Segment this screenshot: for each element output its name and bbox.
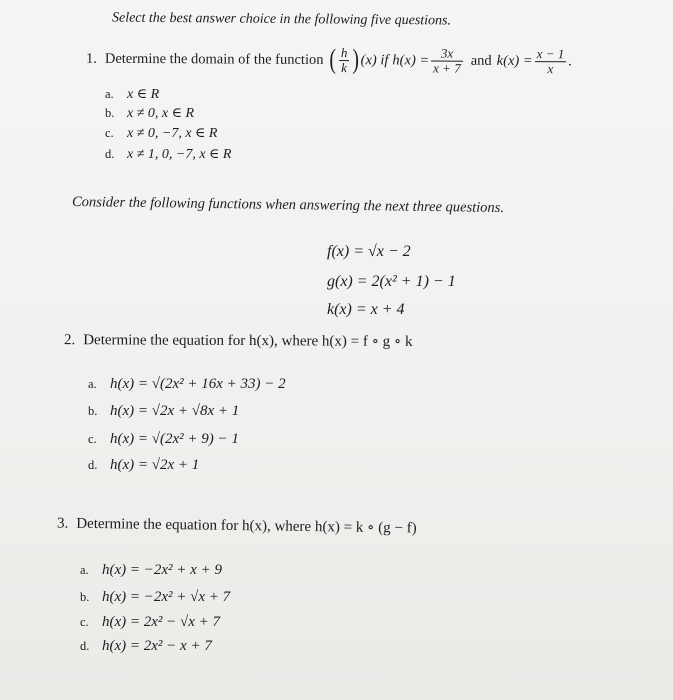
- function-f: f(x) = √x − 2: [327, 243, 411, 260]
- q1-option-c[interactable]: c. x ≠ 0, −7, x ∈ R: [105, 126, 218, 141]
- k-fraction: $\frac{x - 1}{x}$: [535, 47, 567, 76]
- instruction-text: Select the best answer choice in the following five questions.: [111, 10, 452, 29]
- h-over-k-fraction: $\frac{h}{k}$: [339, 46, 350, 75]
- q3-option-b[interactable]: b. h(x) = −2x² + √x + 7: [80, 589, 231, 605]
- q2-option-d[interactable]: d. h(x) = √2x + 1: [88, 457, 200, 473]
- q2-option-b[interactable]: b. h(x) = √2x + √8x + 1: [88, 403, 240, 419]
- q2-option-a[interactable]: a. h(x) = √(2x² + 16x + 33) − 2: [88, 376, 286, 392]
- q1-option-b[interactable]: b. x ≠ 0, x ∈ R: [105, 106, 195, 121]
- q3-option-a[interactable]: a. h(x) = −2x² + x + 9: [80, 562, 222, 578]
- question-3: [57, 513, 417, 537]
- question-2-stem: Determine the equation for h(x), where h(x) = f ∘ g ∘ k: [83, 332, 413, 350]
- q1-option-d[interactable]: d. x ≠ 1, 0, −7, x ∈ R: [105, 147, 232, 162]
- question-1-number: 1.: [85, 50, 97, 67]
- h-fraction: $\frac{3x}{x + 7}$: [431, 46, 463, 75]
- context-intro: Consider the following functions when answering the next three questions.: [71, 193, 505, 217]
- q1-option-a[interactable]: a. x ∈ R: [105, 87, 160, 102]
- question-3-stem: Determine the equation for h(x), where h(x) = k ∘ (g − f): [76, 515, 417, 537]
- question-3-number: 3.: [56, 515, 69, 532]
- q3-option-c[interactable]: c. h(x) = 2x² − √x + 7: [80, 614, 221, 630]
- question-2: [64, 330, 413, 351]
- function-k: k(x) = x + 4: [327, 301, 405, 318]
- question-1-stem: Determine the domain of the function: [104, 50, 324, 68]
- function-g: g(x) = 2(x² + 1) − 1: [327, 273, 456, 290]
- q2-option-c[interactable]: c. h(x) = √(2x² + 9) − 1: [88, 431, 239, 447]
- q3-option-d[interactable]: d. h(x) = 2x² − x + 7: [80, 638, 212, 654]
- question-2-number: 2.: [63, 332, 76, 349]
- question-1: 1. Determine the domain of the function ( $\frac{h}{k}$ ) (x) if h(x) = $\frac{3x}{x + 7}$ and k(x) = $\frac{x - 1}{x}$ .: [85, 44, 572, 76]
